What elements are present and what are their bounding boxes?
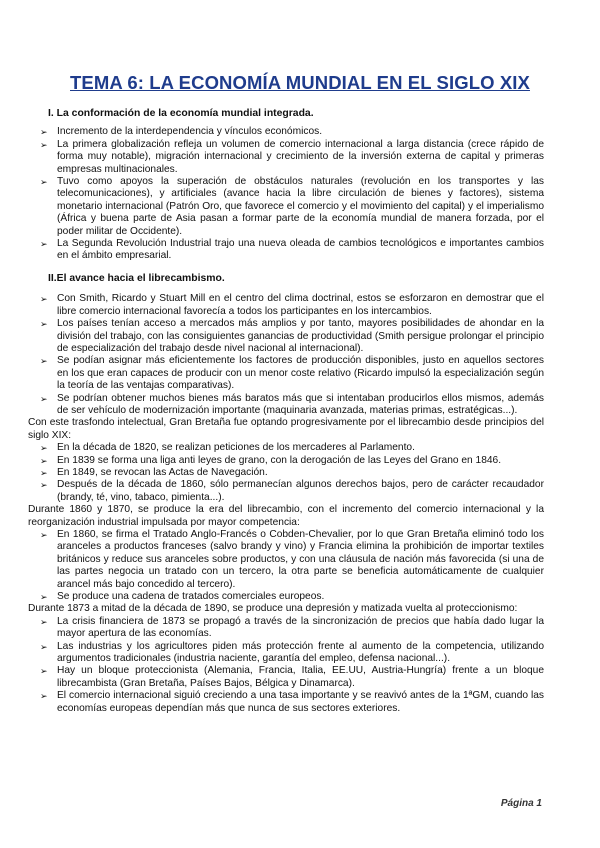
arrow-bullet-icon: ➢ — [40, 393, 48, 404]
arrow-bullet-icon: ➢ — [40, 139, 48, 150]
paragraph: Durante 1873 a mitad de la década de 1890, se produce una depresión y matizada vuelta al proteccionismo: — [28, 603, 518, 615]
list-item: ➢ Se podrían obtener muchos bienes más baratos más que si intentaban producirlos ellos mismos, además de ser vehículo de modernización importante (maquinaria avanzada, materias primas, estratégicas...). — [40, 392, 544, 416]
gran-bretana-list — [28, 442, 544, 504]
list-item: ➢ Los países tenían acceso a mercados más amplios y por tanto, mayores posibilidades de ahondar en la división del trabajo, con las consiguientes ganancias de productividad (Smith persigue prolongar el principio de especialización del trabajo desde nivel nacional al internacional). — [40, 318, 544, 354]
list-item: ➢ Se podían asignar más eficientemente los factores de producción disponibles, justo en aquellos sectores en los que eran capaces de producir con un menor coste relativo (Ricardo impulsó la especialización según la teoría de las ventajas comparativas). — [40, 355, 544, 392]
arrow-bullet-icon: ➢ — [40, 319, 48, 330]
page-number: Página 1 — [500, 798, 542, 809]
list-item: ➢ Las industrias y los agricultores piden más protección frente al aumento de la competencia, utilizando argumentos tradicionales (industria naciente, garantía del empleo, defensa nacional...). — [40, 640, 544, 665]
arrow-bullet-icon: ➢ — [40, 294, 48, 305]
arrow-bullet-icon: ➢ — [40, 691, 48, 702]
section-heading-1: I. La conformación de la economía mundial integrada. — [48, 108, 314, 119]
arrow-bullet-icon: ➢ — [40, 666, 48, 677]
paragraph: Con este trasfondo intelectual, Gran Bretaña fue optando progresivamente por el librecambio desde principios del siglo XIX: — [28, 417, 544, 441]
list-item: ➢ La crisis financiera de 1873 se propagó a través de la sincronización de precios que había dado lugar la mayor apertura de las economías. — [40, 615, 544, 640]
document-body — [28, 108, 544, 715]
list-item: ➢ Con Smith, Ricardo y Stuart Mill en el centro del clima doctrinal, estos se esforzaron en demostrar que el libre comercio internacional favorecía a todos los participantes en los intercambios. — [40, 293, 544, 317]
proteccionismo-list — [28, 616, 544, 715]
list-item: ➢ Después de la década de 1860, sólo permanecían algunos derechos bajos, pero de carácter recaudador (brandy, té, vino, tabaco, pimienta...). — [40, 479, 544, 503]
list-item: ➢ En 1849, se revocan las Actas de Navegación. — [40, 466, 268, 478]
paragraph: Durante 1860 y 1870, se produce la era del librecambio, con el incremento del comercio internacional y la reorganización industrial impulsada por mayor competencia: — [28, 504, 544, 528]
arrow-bullet-icon: ➢ — [40, 443, 48, 454]
arrow-bullet-icon: ➢ — [40, 480, 48, 491]
arrow-bullet-icon: ➢ — [40, 127, 48, 138]
list-item: ➢ La Segunda Revolución Industrial trajo una nueva oleada de cambios tecnológicos e importantes cambios en el ámbito empresarial. — [40, 238, 544, 262]
list-item: ➢ El comercio internacional siguió creciendo a una tasa importante y se reavivó antes de la 1ªGM, cuando las economías europeas dependían más que nunca de sus sectores exteriores. — [40, 690, 544, 714]
list-item: ➢ Se produce una cadena de tratados comerciales europeos. — [40, 591, 325, 603]
list-item: ➢ Incremento de la interdependencia y vínculos económicos. — [40, 126, 323, 138]
page-title: TEMA 6: LA ECONOMÍA MUNDIAL EN EL SIGLO XIX — [70, 72, 530, 93]
arrow-bullet-icon: ➢ — [40, 177, 48, 188]
arrow-bullet-icon: ➢ — [40, 356, 48, 367]
list-item: ➢ Hay un bloque proteccionista (Alemania, Francia, Italia, EE.UU, Austria-Hungría) frente a un bloque librecambista (Gran Bretaña, Países Bajos, Bélgica y Dinamarca). — [40, 665, 544, 689]
list-item: ➢ La primera globalización refleja un volumen de comercio internacional a larga distancia (crece rápido de forma muy notable), migración internacional y crecimiento de la inversión externa de capital y primeras empresas multinacionales. — [40, 138, 544, 175]
list-item: ➢ En 1860, se firma el Tratado Anglo-Francés o Cobden-Chevalier, por lo que Gran Bretaña eliminó todo los aranceles a productos franceses (salvo brandy y vino) y Francia elimina la prohibición de importar textiles británicos y reduce sus aranceles sobre productos, y con una cláusula de nación más favorecida (si una de las partes negocia un tratado con un tercero, la otra parte se beneficia automáticamente de cualquier arancel más bajo concedido al tercero). — [40, 529, 544, 590]
arrow-bullet-icon: ➢ — [40, 616, 48, 627]
librecambio-era-list — [28, 529, 544, 603]
list-item: ➢ Tuvo como apoyos la superación de obstáculos naturales (revolución en los transportes y las telecomunicaciones), y artificiales (avance hacia la libre circulación de bienes y factores), sistema monetario internacional (Patrón Oro, que favorece el comercio y el movimiento del capital) y el imperialismo (África y buena parte de Asia pasan a formar parte de la economía mundial de manera forzada, por el poder militar de Occidente). — [40, 176, 544, 237]
section-1-list — [28, 126, 544, 262]
section-heading-2: II.El avance hacia el librecambismo. — [48, 272, 225, 284]
list-item: ➢ En la década de 1820, se realizan peticiones de los mercaderes al Parlamento. — [40, 442, 415, 454]
section-2-list — [28, 293, 544, 417]
arrow-bullet-icon: ➢ — [40, 467, 48, 478]
arrow-bullet-icon: ➢ — [40, 530, 48, 540]
arrow-bullet-icon: ➢ — [40, 592, 48, 603]
arrow-bullet-icon: ➢ — [40, 455, 48, 466]
arrow-bullet-icon: ➢ — [40, 641, 48, 652]
list-item: ➢ En 1839 se forma una liga anti leyes de grano, con la derogación de las Leyes del Grano en 1846. — [40, 454, 502, 466]
arrow-bullet-icon: ➢ — [40, 239, 48, 250]
